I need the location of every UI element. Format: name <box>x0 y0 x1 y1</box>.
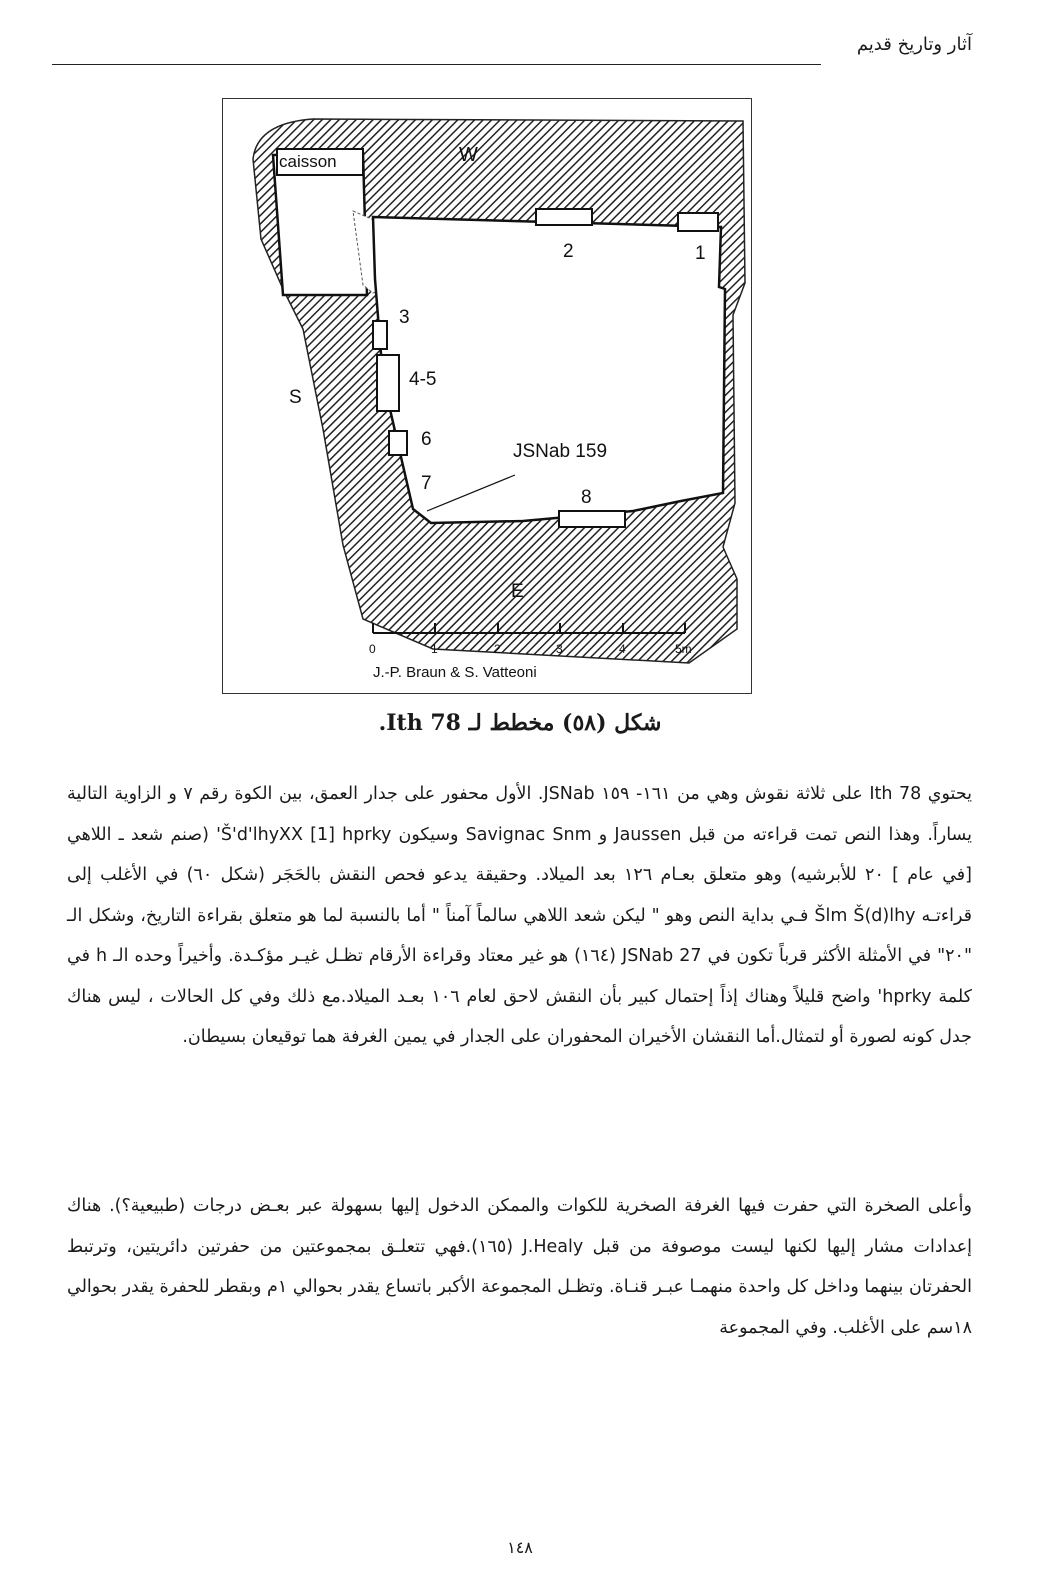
scale-tick-5m: 5m <box>675 642 692 656</box>
label-niche-2: 2 <box>563 241 574 262</box>
figure-credit: J.-P. Braun & S. Vatteoni <box>373 664 537 681</box>
niche-8 <box>559 511 625 527</box>
label-caisson: caisson <box>279 152 337 171</box>
label-east: E <box>511 581 524 602</box>
running-header-title: آثار وتاريخ قديم <box>856 34 972 55</box>
scale-tick-2: 2 <box>494 642 501 656</box>
label-south: S <box>289 387 302 408</box>
scale-tick-4: 4 <box>619 642 626 656</box>
niche-1 <box>678 213 718 231</box>
niche-4-5 <box>377 355 399 411</box>
label-west: W <box>459 144 478 166</box>
header-rule <box>52 64 821 65</box>
label-niche-3: 3 <box>399 307 410 328</box>
label-niche-8: 8 <box>581 487 592 508</box>
body-paragraph-1: يحتوي Ith 78 على ثلاثة نقوش وهي من ١٦١- ١٥٩ JSNab. الأول محفور على جدار العمق، بين الكوة رقم ٧ و الزاوية التالية يساراً. وهذا النص تمت قراءته من قبل Jaussen و Savignac Snm وسيكون Š'd'lhyXX [1] hprky' (صنم شعد ـ اللاهي [في عام ] ٢٠ للأبرشيه) وهو متعلق بعـام ١٢٦ بعد الميلاد. وحقيقة يدعو فحص النقش بالحَجَر (شكل ٦٠) في الأغلب إلى قراءتـه Šlm Š(d)lhy فـي بداية النص وهو " ليكن شعد اللاهي سالماً آمناً " أما بالنسبة لما هو متعلق بقراءة التاريخ، وشكل الـ "٢٠" في الأمثلة الأكثر قرباً تكون في JSNab 27 (١٦٤) هو غير معتاد وقراءة الأرقام تظـل غيـر مؤكـدة. وأخيراً وحده الـ h في كلمة hprky' واضح قليلاً وهناك إذاً إحتمال كبير بأن النقش لاحق لعام ١٠٦ بعـد الميلاد.مع ذلك وفي كل الحالات ، ليس هناك جدل كونه لصورة أو لتمثال.أما النقشان الأخيران المحفوران على الجدار في يمين الغرفة هما توقيعان بسيطان. <box>67 784 973 1047</box>
label-niche-7: 7 <box>421 473 432 494</box>
page-number: ١٤٨ <box>507 1538 533 1557</box>
label-niche-6: 6 <box>421 429 432 450</box>
niche-3 <box>373 321 387 349</box>
label-niche-1: 1 <box>695 243 706 264</box>
figure-caption: شكل (٥٨) مخطط لـ Ith 78. <box>378 710 662 736</box>
label-niche-4-5: 4-5 <box>409 369 437 390</box>
niche-6 <box>389 431 407 455</box>
niche-2 <box>536 209 592 225</box>
figure-plan <box>222 98 752 694</box>
scale-tick-3: 3 <box>556 642 563 656</box>
tomb-plan-drawing <box>223 99 753 695</box>
scale-tick-1: 1 <box>431 642 438 656</box>
label-inscription: JSNab 159 <box>513 441 608 462</box>
scale-tick-0: 0 <box>369 642 376 656</box>
body-paragraph-2: وأعلى الصخرة التي حفرت فيها الغرفة الصخرية للكوات والممكن الدخول إليها بسهولة عبر بعـض درجات (طبيعية؟). هناك إعدادات مشار إليها لكنها ليست موصوفة من قبل J.Healy (١٦٥).فهي تتعلـق بمجموعتين من حفرتين دائريتين، وترتبط الحفرتان بينهما وداخل كل واحدة منهمـا عبـر قنـاة. وتظـل المجموعة الأكبر باتساع يقدر بحوالي ١م وبقطر للحفرة يقدر بحوالي ١٨سم على الأغلب. وفي المجموعة <box>67 1196 972 1338</box>
